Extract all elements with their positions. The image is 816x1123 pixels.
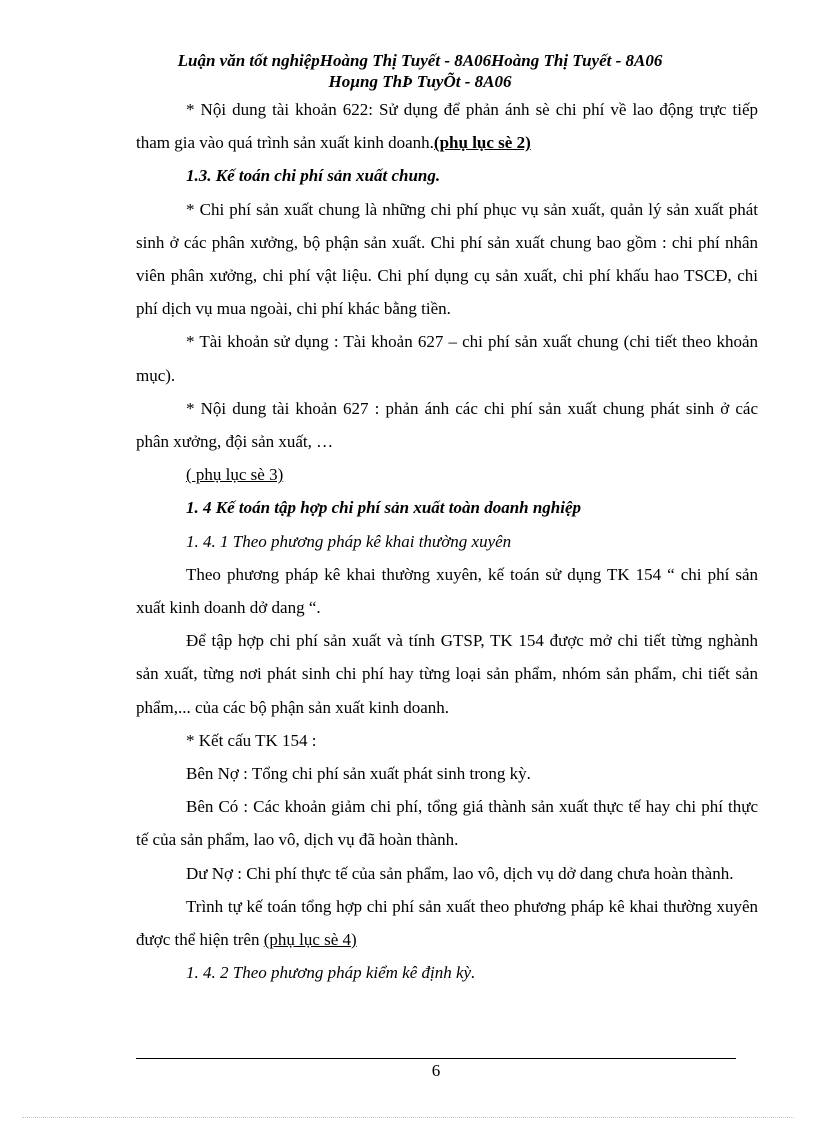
paragraph-tk154-structure: * Kết cấu TK 154 :: [186, 730, 317, 750]
paragraph-account-627-usage: * Tài khoản sử dụng : Tài khoản 627 – chi phí sản xuất chung (chi tiết theo khoản mục).: [136, 332, 758, 385]
appendix-4-link: (phụ lục sè 4): [263, 930, 357, 950]
paragraph-tk154-intro: Theo phương pháp kê khai thường xuyên, kế toán sử dụng TK 154 “ chi phí sản xuất kinh doanh dở dang “.: [136, 564, 758, 618]
paragraph-credit-side: Bên Có : Các khoản giảm chi phí, tổng giá thành sản xuất thực tế hay chi phí thực tế của sản phẩm, lao vô, dịch vụ đã hoàn thành.: [136, 797, 758, 850]
paragraph-text: * Nội dung tài khoản 622: Sử dụng để phản ánh sè chi phí về lao động trực tiếp tham gia vào quá trình sản xuất kinh doanh.: [136, 100, 758, 153]
heading-1-3: 1.3. Kế toán chi phí sản xuất chung.: [186, 166, 441, 186]
header-line-2: Hoµng ThÞ TuyÕt - 8A06: [328, 72, 512, 91]
page-number: 6: [431, 1061, 441, 1080]
paragraph-text: Trình tự kế toán tổng hợp chi phí sản xuất theo phương pháp kê khai thường xuyên được thể hiện trên: [136, 896, 758, 950]
heading-1-4: 1. 4 Kế toán tập hợp chi phí sản xuất toàn doanh nghiệp: [186, 498, 582, 518]
footer-divider: [136, 1058, 736, 1059]
paragraph-debit-side: Bên Nợ : Tổng chi phí sản xuất phát sinh trong kỳ.: [186, 764, 531, 784]
heading-1-4-2: 1. 4. 2 Theo phương pháp kiểm kê định kỳ.: [186, 963, 476, 983]
page-edge-divider: [22, 1117, 794, 1118]
paragraph-tk154-detail: Để tập hợp chi phí sản xuất và tính GTSP, TK 154 được mở chi tiết từng nghành sản xuất, từng nơi phát sinh chi phí hay từng loại sản phẩm, nhóm sản phẩm, chi tiết sản phẩm,... của các bộ phận sản xuất kinh doanh.: [136, 631, 758, 717]
header-line-1: Luận văn tốt nghiệpHoàng Thị Tuyết - 8A06Hoàng Thị Tuyết - 8A06: [177, 51, 663, 70]
appendix-3-link: ( phụ lục sè 3): [186, 465, 284, 485]
appendix-3-line: [136, 458, 758, 491]
paragraph-procedure: [136, 890, 758, 956]
paragraph-overhead-costs: * Chi phí sản xuất chung là những chi phí phục vụ sản xuất, quản lý sản xuất phát sinh ở các phân xưởng, bộ phận sản xuất. Chi phí sản xuất chung bao gồm : chi phí nhân viên phân xưởng, chi phí vật liệu. Chi phí dụng cụ sản xuất, chi phí khấu hao TSCĐ, chi phí dịch vụ mua ngoài, chi phí khác bằng tiền.: [136, 199, 758, 319]
page-header: [120, 50, 720, 92]
paragraph-account-627-content: * Nội dung tài khoản 627 : phản ánh các chi phí sản xuất chung phát sinh ở các phân xưởng, đội sản xuất, …: [136, 398, 758, 452]
paragraph-debit-balance: Dư Nợ : Chi phí thực tế của sản phẩm, lao vô, dịch vụ dở dang chưa hoàn thành.: [186, 863, 734, 883]
appendix-2-link: (phụ lục sè 2): [433, 133, 531, 153]
document-body: [136, 93, 758, 989]
heading-1-4-1: 1. 4. 1 Theo phương pháp kê khai thường xuyên: [186, 531, 512, 551]
paragraph-account-622: [136, 93, 758, 159]
